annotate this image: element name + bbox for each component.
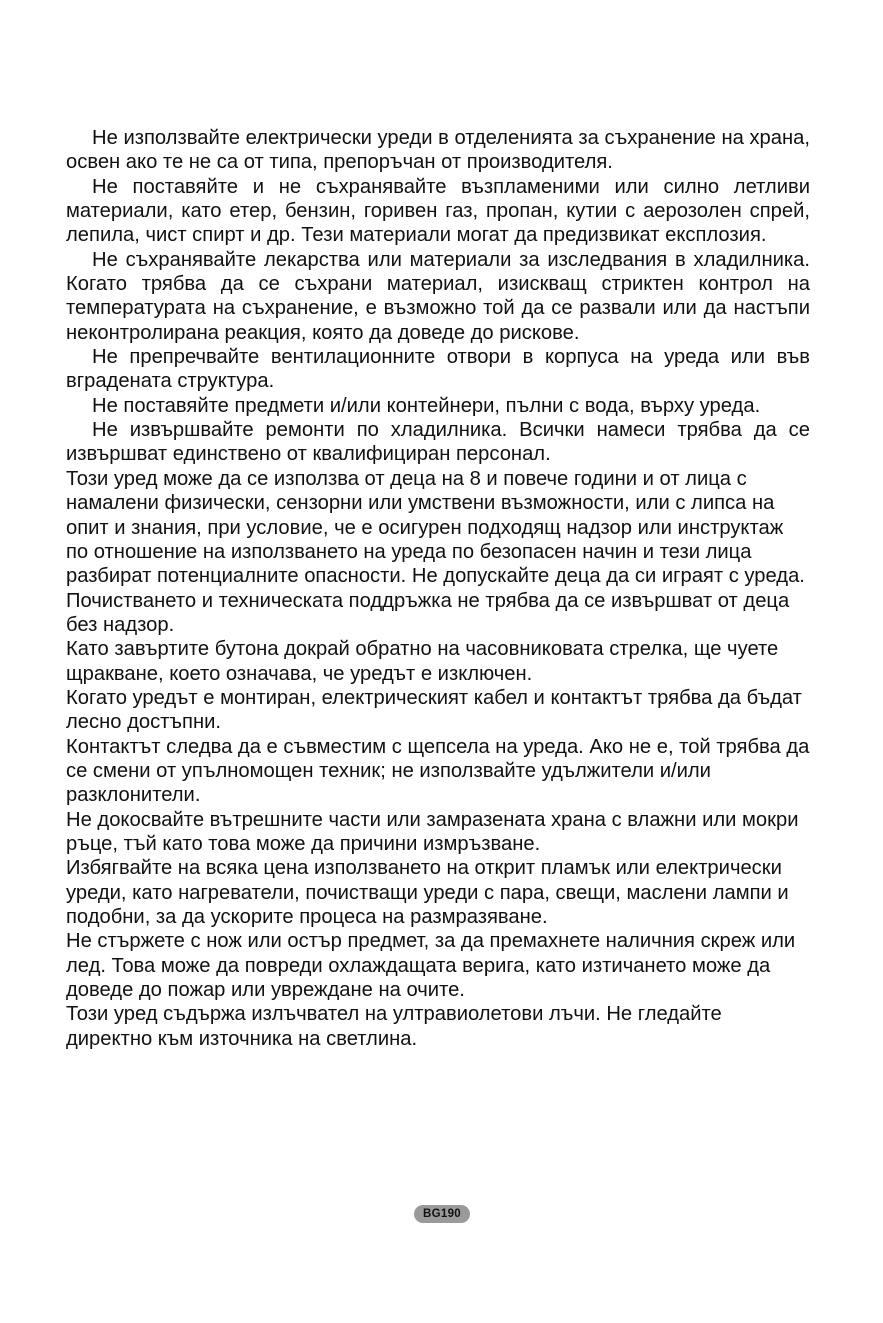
paragraph-water-containers: Не поставяйте предмети и/или контейнери, пълни с вода, върху уреда. (92, 394, 761, 417)
page-number-badge: BG190 (414, 1205, 470, 1223)
paragraph-defrosting-heat-sources: Избягвайте на всяка цена използването на открит пламък или електрически уреди, като нагреватели, почистващи уреди с пара, свещи, маслени лампи и подобни, за да ускорите процеса на размразяване. (66, 857, 789, 928)
paragraph-children-supervision: Този уред може да се използва от деца на 8 и повече години и от лица с намалени физически, сензорни или умствени възможности, или с липса на опит и знания, при условие, че е осигурен подходящ надзор или инструктаж по отношение на използването на уреда по безопасен начин и тези лица разбират потенциалните опасности. Не допускайте деца да си играят с уреда. Почистването и техническата поддръжка не трябва да се извършват от деца без надзор. (66, 467, 805, 636)
paragraph-repairs: Не извършвайте ремонти по хладилника. Всички намеси трябва да се извършват единствено от квалифициран персонал. (66, 419, 810, 466)
paragraph-medicines-research-materials: Не съхранявайте лекарства или материали за изследвания в хладилника. Когато трябва да се съхрани материал, изискващ стриктен контрол на температурата на съхранение, е възможно той да се развали или да настъпи неконтролирана реакция, която да доведе до рискове. (66, 248, 810, 344)
paragraph-knob-switch-off: Като завъртите бутона докрай обратно на часовниковата стрелка, ще чуете щракване, което означава, че уредът е изключен. (66, 638, 779, 685)
paragraph-food-compartment-appliances: Не използвайте електрически уреди в отделенията за съхранение на храна, освен ако те не са от типа, препоръчан от производителя. (66, 127, 810, 174)
paragraph-cable-access: Когато уредът е монтиран, електрическият кабел и контактът трябва да бъдат лесно достъпни. (66, 686, 802, 734)
paragraph-wet-hands: Не докосвайте вътрешните части или замразената храна с влажни или мокри ръце, тъй като това може да причини измръзване. (66, 808, 799, 855)
safety-instructions (66, 126, 810, 1051)
paragraph-scraping-ice: Не стържете с нож или остър предмет, за да премахнете наличния скреж или лед. Това може да повреди охлаждащата верига, като изтичането може да доведе до пожар или увреждане на очите. (66, 930, 796, 1002)
paragraph-socket-compatibility: Контактът следва да е съвместим с щепсела на уреда. Ако не е, той трябва да се смени от упълномощен техник; не използвайте удължители и/или разклонители. (66, 735, 810, 807)
paragraph-flammable-materials: Не поставяйте и не съхранявайте възпламеними или силно летливи материали, като етер, бензин, горивен газ, пропан, кутии с аерозолен спрей, лепила, чист спирт и др. Тези материали могат да предизвикат експлозия. (66, 175, 810, 247)
paragraph-ventilation-openings: Не препречвайте вентилационните отвори в корпуса на уреда или във вградената структура. (66, 346, 810, 393)
paragraph-uv-emitter: Този уред съдържа излъчвател на ултравиолетови лъчи. Не гледайте директно към източника на светлина. (66, 1003, 722, 1050)
